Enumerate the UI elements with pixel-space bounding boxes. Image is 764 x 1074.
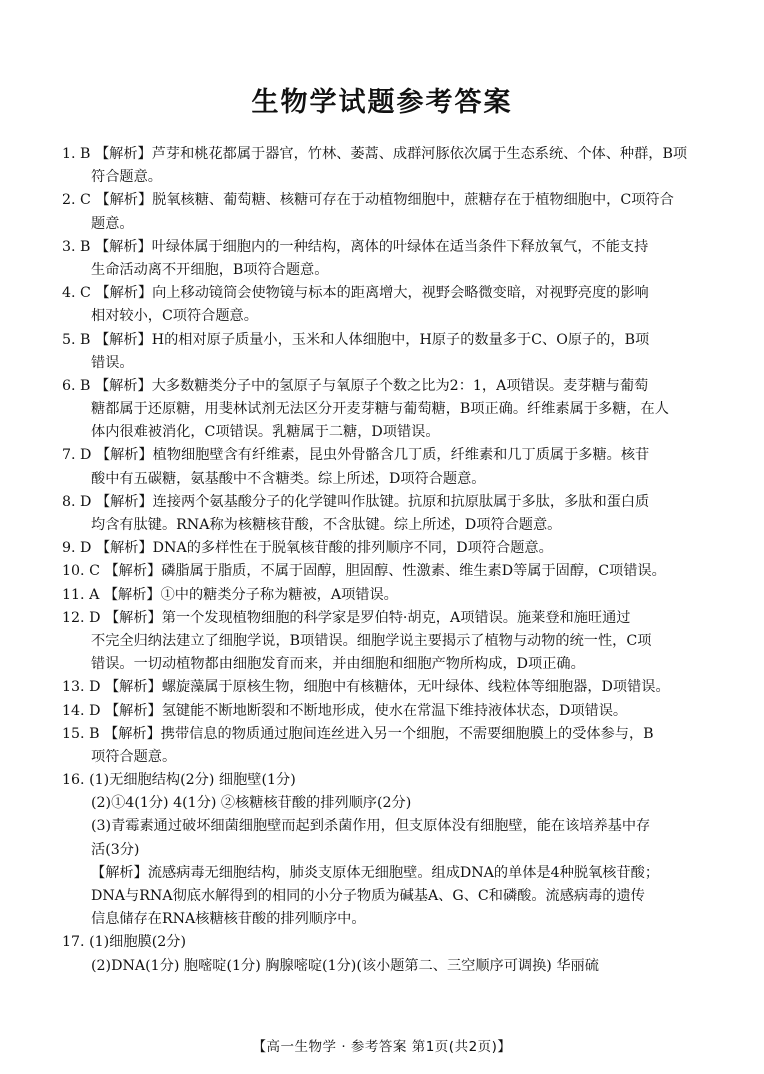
answer-line: 体内很难被消化，C项错误。乳糖属于二糖，D项错误。 [91, 424, 440, 441]
answer-line: 糖都属于还原糖，用斐林试剂无法区分开麦芽糖与葡萄糖，B项正确。纤维素属于多糖，在人 [91, 401, 669, 418]
page-title: 生物学试题参考答案 [251, 87, 513, 118]
answer-line: 错误。 [91, 354, 134, 371]
answer-line: 6. B 【解析】大多数糖类分子中的氢原子与氧原子个数之比为2：1，A项错误。麦芽糖与葡萄 [62, 377, 649, 394]
answer-line: 不完全归纳法建立了细胞学说，B项错误。细胞学说主要揭示了植物与动物的统一性，C项 [91, 632, 652, 649]
answer-line: 7. D 【解析】植物细胞壁含有纤维素，昆虫外骨骼含几丁质，纤维素和几丁质属于多糖。核苷 [62, 447, 650, 464]
answer-line: 均含有肽键。RNA称为核糖核苷酸，不含肽键。综上所述，D项符合题意。 [91, 517, 562, 533]
answer-body [62, 143, 702, 978]
answer-line: 生命活动离不开细胞，B项符合题意。 [91, 261, 329, 278]
answer-line: (2)DNA(1分) 胞嘧啶(1分) 胸腺嘧啶(1分)(该小题第二、三空顺序可调换) 华丽硫 [91, 957, 599, 974]
answer-line: 题意。 [91, 215, 134, 232]
answer-line: 3. B 【解析】叶绿体属于细胞内的一种结构，离体的叶绿体在适当条件下释放氧气，不能支持 [62, 238, 649, 255]
answer-line: 16. (1)无细胞结构(2分) 细胞壁(1分) [62, 772, 296, 789]
answer-line: 8. D 【解析】连接两个氨基酸分子的化学键叫作肽键。抗原和抗原肽属于多肽，多肽和蛋白质 [62, 493, 650, 510]
answer-line: 错误。一切动植物都由细胞发育而来，并由细胞和细胞产物所构成，D项正确。 [91, 656, 585, 673]
page-footer: 【高一生物学 · 参考答案 第1页(共2页)】 [252, 1039, 512, 1055]
answer-line: 10. C 【解析】磷脂属于脂质，不属于固醇，胆固醇、性激素、维生素D等属于固醇，C项错误。 [62, 563, 666, 580]
answer-line: 活(3分) [91, 841, 140, 858]
answer-line: 11. A 【解析】①中的糖类分子称为糖被，A项错误。 [62, 586, 398, 603]
answer-line: 14. D 【解析】氢键能不断地断裂和不断地形成，使水在常温下维持液体状态，D项错误。 [62, 702, 628, 719]
answer-line: 项符合题意。 [91, 748, 177, 765]
answer-line: 5. B 【解析】H的相对原子质量小，玉米和人体细胞中，H原子的数量多于C、O原子的，B项 [62, 331, 650, 348]
answer-line: DNA与RNA彻底水解得到的相同的小分子物质为碱基A、G、C和磷酸。流感病毒的遗传 [91, 888, 645, 904]
answer-line: 酸中有五碳糖，氨基酸中不含糖类。综上所述，D项符合题意。 [91, 470, 486, 487]
answer-line: 1. B 【解析】芦芽和桃花都属于器官，竹林、萎蒿、成群河豚依次属于生态系统、个体、种群，B项 [62, 146, 688, 162]
answer-line: 12. D 【解析】第一个发现植物细胞的科学家是罗伯特·胡克，A项错误。施莱登和施旺通过 [62, 609, 631, 626]
answer-line: 9. D 【解析】DNA的多样性在于脱氧核苷酸的排列顺序不同，D项符合题意。 [62, 540, 553, 557]
answer-line: 信息储存在RNA核糖核苷酸的排列顺序中。 [91, 911, 366, 928]
answer-line: (2)①4(1分) 4(1分) ②核糖核苷酸的排列顺序(2分) [91, 795, 412, 812]
answer-line: 17. (1)细胞膜(2分) [62, 934, 187, 951]
answer-line: 2. C 【解析】脱氧核糖、葡萄糖、核糖可存在于动植物细胞中，蔗糖存在于植物细胞中，C项符合 [62, 192, 674, 209]
answer-line: 符合题意。 [91, 169, 162, 186]
answer-line: 4. C 【解析】向上移动镜筒会使物镜与标本的距离增大，视野会略微变暗，对视野亮度的影响 [62, 285, 649, 302]
answer-line: (3)青霉素通过破坏细菌细胞壁而起到杀菌作用，但支原体没有细胞壁，能在该培养基中存 [91, 818, 651, 835]
answer-line: 15. B 【解析】携带信息的物质通过胞间连丝进入另一个细胞，不需要细胞膜上的受体参与，B [62, 725, 654, 742]
answer-line: 13. D 【解析】螺旋藻属于原核生物，细胞中有核糖体，无叶绿体、线粒体等细胞器，D项错误。 [62, 679, 670, 696]
answer-line: 相对较小，C项符合题意。 [91, 308, 258, 325]
answer-line: 【解析】流感病毒无细胞结构，肺炎支原体无细胞壁。组成DNA的单体是4种脱氧核苷酸； [91, 864, 660, 881]
